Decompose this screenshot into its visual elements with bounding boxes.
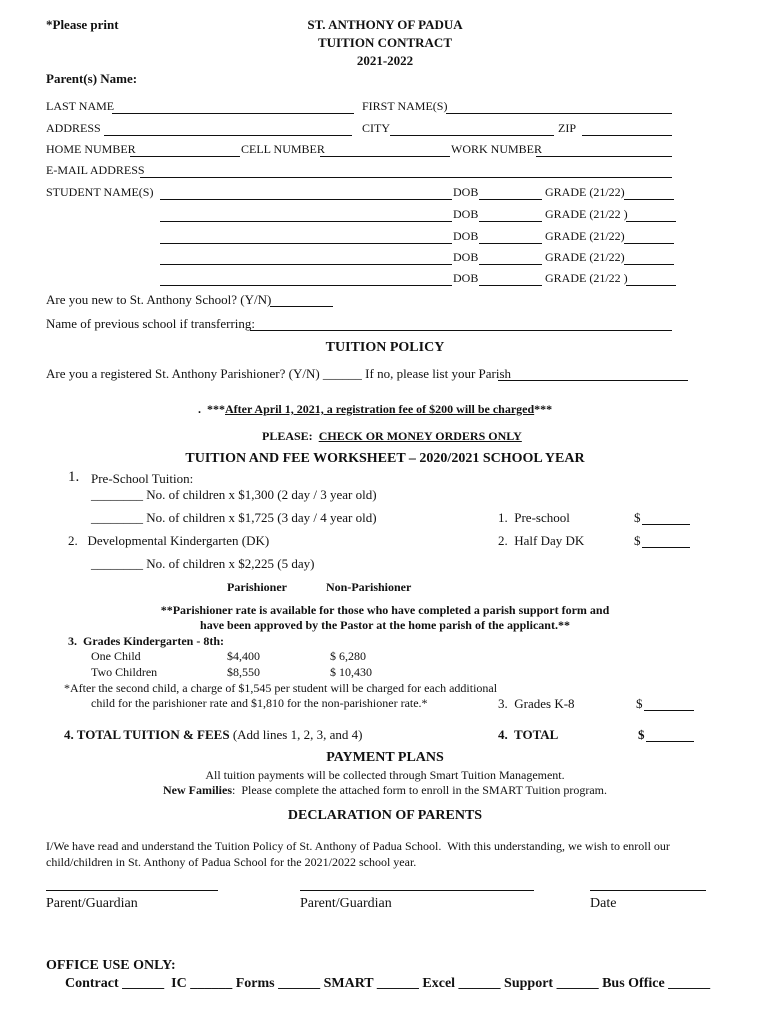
student-name-field[interactable] [160,185,452,200]
rate-parishioner: $8,550 [227,665,260,679]
declaration-heading: DECLARATION OF PARENTS [287,808,483,823]
grade-field[interactable] [624,250,674,265]
dob-field[interactable] [479,271,542,286]
dk-dollar: $ [634,533,641,548]
preschool-total-field[interactable] [642,510,690,525]
grade-label: GRADE (21/22) [545,185,625,199]
payment-plans-line-2: New Families: Please complete the attached form to enroll in the SMART Tuition program. [163,783,607,797]
grade-label: GRADE (21/22 ) [545,271,628,285]
first-name-field[interactable] [446,99,672,114]
dk-total-label: 2. Half Day DK [498,533,585,548]
dob-field[interactable] [479,207,542,222]
dob-label: DOB [453,271,479,285]
payment-plans-heading: PAYMENT PLANS [326,750,444,765]
rate-non-parishioner: $ 6,280 [330,649,366,663]
city-label: CITY [362,121,390,135]
cell-number-label: CELL NUMBER [241,142,325,156]
tuition-policy-heading: TUITION POLICY [325,340,445,355]
first-name-label: FIRST NAME(S) [362,99,448,113]
previous-school-question: Name of previous school if transferring: [46,316,256,331]
city-field[interactable] [390,121,554,136]
rate-row-label: One Child [91,649,141,663]
parishioner-rate-note-1: **Parishioner rate is available for those who have completed a parish support form and [160,603,610,617]
date-label: Date [590,896,617,911]
cell-number-field[interactable] [320,142,450,157]
preschool-dollar: $ [634,510,641,525]
item1-number: 1. [68,469,80,485]
office-use-fields[interactable]: Contract ______ IC ______ Forms ______ SMART ______ Excel ______ Support ______ Bus Office ______ [65,976,711,991]
last-name-field[interactable] [112,99,354,114]
grade-field[interactable] [624,229,674,244]
student-names-label: STUDENT NAME(S) [46,185,154,199]
please-print-note: *Please print [46,17,119,32]
grades-dollar: $ [636,696,643,711]
student-name-field[interactable] [160,229,452,244]
grade-field[interactable] [626,207,676,222]
dk-total-field[interactable] [642,533,690,548]
grades-total-label: 3. Grades K-8 [498,696,575,711]
home-number-label: HOME NUMBER [46,142,136,156]
registration-fee-note: . ***After April 1, 2021, a registration fee of $200 will be charged*** [198,402,553,416]
total-dollar: $ [638,727,645,742]
item3-heading: 3. Grades Kindergarten - 8th: [68,634,224,648]
preschool-3day-line[interactable]: ________ No. of children x $1,725 (3 day / 4 year old) [91,510,377,525]
dob-field[interactable] [479,229,542,244]
office-use-heading: OFFICE USE ONLY: [46,958,176,973]
parishioner-rate-note-2: have been approved by the Pastor at the home parish of the applicant.** [200,618,570,632]
total-field[interactable] [646,727,694,742]
school-name: ST. ANTHONY OF PADUA [307,17,463,32]
worksheet-heading: TUITION AND FEE WORKSHEET – 2020/2021 SCHOOL YEAR [185,451,585,466]
work-number-label: WORK NUMBER [451,142,543,156]
address-label: ADDRESS [46,121,101,135]
dob-label: DOB [453,250,479,264]
rate-parishioner: $4,400 [227,649,260,663]
grade-label: GRADE (21/22 ) [545,207,628,221]
parents-name-heading: Parent(s) Name: [46,71,138,86]
email-label: E-MAIL ADDRESS [46,163,145,177]
grades-total-field[interactable] [644,696,694,711]
grade-label: GRADE (21/22) [545,229,625,243]
preschool-total-label: 1. Pre-school [498,510,570,525]
additional-child-note-2: child for the parishioner rate and $1,810 for the non-parishioner rate.* [91,696,428,710]
new-student-field[interactable] [270,292,333,307]
student-name-field[interactable] [160,250,452,265]
grade-field[interactable] [626,271,676,286]
declaration-line-2: child/children in St. Anthony of Padua School for the 2021/2022 school year. [46,855,417,869]
parent-guardian-label-2: Parent/Guardian [300,896,392,911]
date-signature-line[interactable] [590,890,706,891]
grade-field[interactable] [624,185,674,200]
dob-label: DOB [453,207,479,221]
parent-signature-line-2[interactable] [300,890,534,891]
student-name-field[interactable] [160,271,452,286]
parent-signature-line-1[interactable] [46,890,218,891]
dob-label: DOB [453,185,479,199]
address-field[interactable] [104,121,352,136]
document-title: TUITION CONTRACT [318,35,452,50]
zip-field[interactable] [582,121,672,136]
home-number-field[interactable] [130,142,240,157]
student-name-field[interactable] [160,207,452,222]
grade-label: GRADE (21/22) [545,250,625,264]
previous-school-field[interactable] [250,316,672,331]
payment-method-note: PLEASE: CHECK OR MONEY ORDERS ONLY [262,429,522,443]
total-tuition-label: 4. TOTAL TUITION & FEES (Add lines 1, 2, 3, and 4) [64,727,363,742]
rate-row-label: Two Children [91,665,158,679]
non-parishioner-column-header: Non-Parishioner [326,580,412,594]
dk-5day-line[interactable]: ________ No. of children x $2,225 (5 day) [91,556,315,571]
work-number-field[interactable] [536,142,672,157]
new-student-question: Are you new to St. Anthony School? (Y/N) [46,292,272,307]
additional-child-note-1: *After the second child, a charge of $1,545 per student will be charged for each additional [64,681,498,695]
zip-label: ZIP [558,121,576,135]
rate-non-parishioner: $ 10,430 [330,665,372,679]
dob-field[interactable] [479,250,542,265]
dob-label: DOB [453,229,479,243]
parent-guardian-label-1: Parent/Guardian [46,896,138,911]
declaration-line-1: I/We have read and understand the Tuition Policy of St. Anthony of Padua School. With this understanding, we wish to enroll our [46,839,670,853]
dob-field[interactable] [479,185,542,200]
parishioner-question: Are you a registered St. Anthony Parishioner? (Y/N) ______ If no, please list your Parish [46,366,512,381]
payment-plans-line-1: All tuition payments will be collected through Smart Tuition Management. [205,768,565,782]
preschool-2day-line[interactable]: ________ No. of children x $1,300 (2 day / 3 year old) [91,487,377,502]
parishioner-column-header: Parishioner [227,580,287,594]
parish-field[interactable] [498,366,688,381]
last-name-label: LAST NAME [46,99,115,113]
item2-label: 2. Developmental Kindergarten (DK) [68,533,270,548]
school-year: 2021-2022 [356,53,414,68]
email-field[interactable] [140,163,672,178]
total-label: 4. TOTAL [498,727,559,742]
item1-label: Pre-School Tuition: [91,471,194,486]
